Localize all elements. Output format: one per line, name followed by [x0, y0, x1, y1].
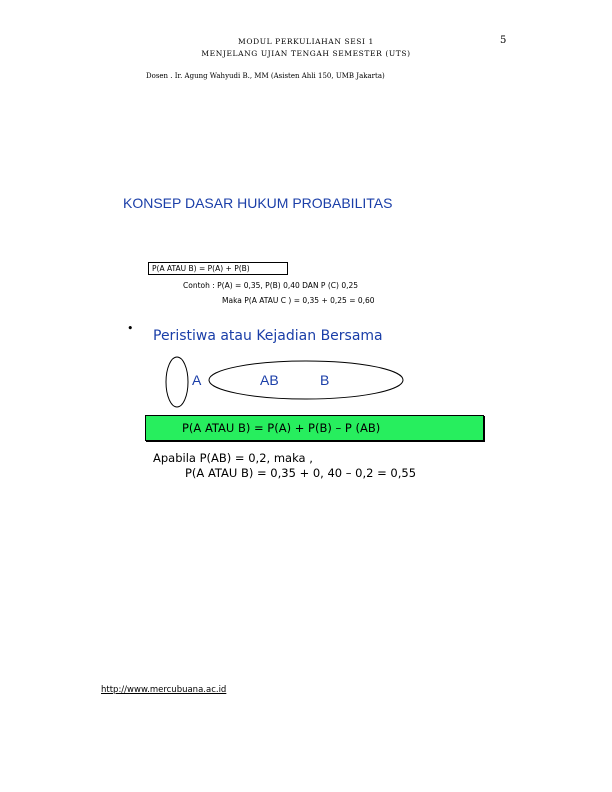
green-formula-text: P(A ATAU B) = P(A) + P(B) – P (AB) [182, 421, 381, 435]
green-formula-box [145, 415, 484, 441]
formula-box: P(A ATAU B) = P(A) + P(B) [148, 262, 288, 275]
example-line-1: Contoh : P(A) = 0,35, P(B) 0,40 DAN P (C) 0,25 [183, 281, 359, 290]
header-line-1: MODUL PERKULIAHAN SESI 1 [238, 37, 374, 46]
result-line-2: P(A ATAU B) = 0,35 + 0, 40 – 0,2 = 0,55 [185, 466, 417, 480]
venn-label-a: A [192, 372, 202, 388]
header-line-2: MENJELANG UJIAN TENGAH SEMESTER (UTS) [201, 49, 411, 58]
venn-label-b: B [320, 372, 330, 388]
section-title: KONSEP DASAR HUKUM PROBABILITAS [123, 195, 393, 211]
bullet: • [127, 322, 134, 335]
ellipse-a [166, 357, 188, 407]
lecturer-line: Dosen . Ir. Agung Wahyudi B., MM (Asisten Ahli 150, UMB Jakarta) [146, 72, 385, 80]
page-number: 5 [500, 35, 507, 46]
footer-link[interactable]: http://www.mercubuana.ac.id [101, 685, 227, 695]
example-line-2: Maka P(A ATAU C ) = 0,35 + 0,25 = 0,60 [222, 296, 375, 305]
subtitle: Peristiwa atau Kejadian Bersama [153, 328, 383, 344]
ellipse-b [209, 361, 403, 399]
result-line-1: Apabila P(AB) = 0,2, maka , [153, 451, 313, 465]
venn-label-ab: AB [260, 372, 279, 388]
